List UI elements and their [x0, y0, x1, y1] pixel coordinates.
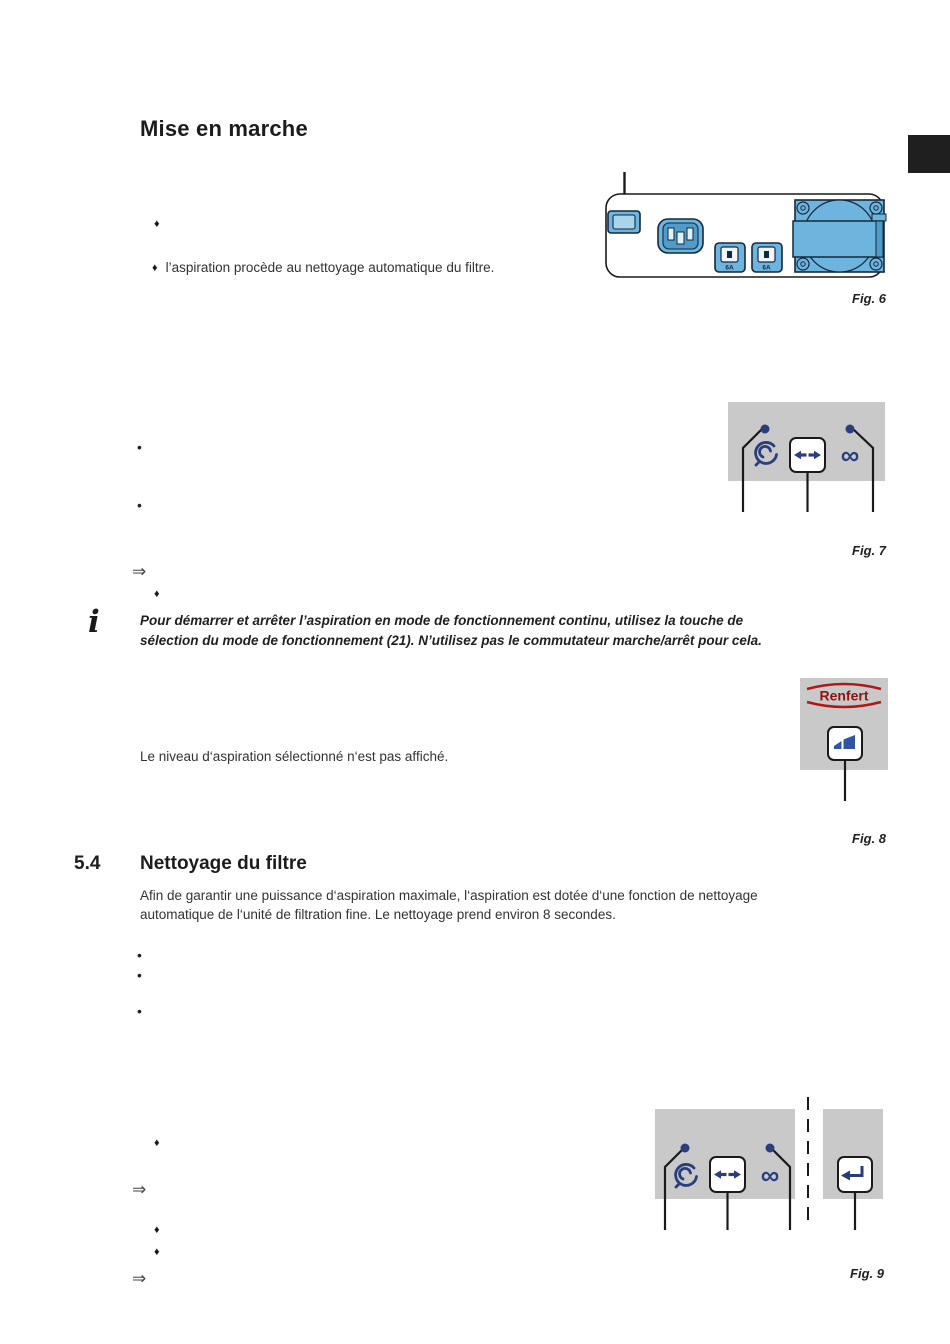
fuse-label: 6A — [762, 264, 771, 272]
list-marker-diamond: ♦ — [154, 1246, 160, 1258]
list-item-text: l’aspiration procède au nettoyage automatique du filtre. — [165, 260, 495, 275]
led-indicator — [761, 425, 770, 434]
info-note-line1: Pour démarrer et arrêter l’aspiration en mode de fonctionnement continu, utilisez la touche de — [140, 613, 744, 628]
fuse-holder-1 — [715, 243, 745, 272]
section-title: Nettoyage du filtre — [140, 853, 307, 874]
continuous-mode-infinity-icon: ∞ — [760, 1160, 780, 1190]
figure-caption: Fig. 8 — [852, 831, 886, 846]
figure-caption: Fig. 9 — [850, 1266, 884, 1281]
filter-cleaning-paragraph — [140, 887, 758, 924]
list-marker-diamond: ♦ — [154, 218, 160, 230]
fig6-rear-panel-illustration — [600, 165, 890, 310]
list-marker-bullet: • — [137, 497, 142, 513]
renfert-logo-text: Renfert — [819, 687, 869, 704]
result-arrow: ⇒ — [132, 1269, 147, 1288]
list-marker-bullet: • — [137, 967, 142, 983]
page-title: Mise en marche — [140, 116, 308, 141]
list-marker-bullet: • — [137, 439, 142, 455]
result-arrow: ⇒ — [132, 562, 147, 581]
power-switch — [608, 211, 640, 233]
fan-motor-unit — [793, 200, 886, 272]
fig9-control-panels-illustration — [645, 1090, 895, 1235]
mode-select-button — [710, 1157, 745, 1192]
list-item — [152, 260, 494, 275]
fig7-control-panel-illustration — [720, 395, 890, 520]
suction-level-button — [828, 727, 862, 760]
led-indicator — [681, 1144, 690, 1153]
fuse-label: 6A — [725, 264, 734, 272]
info-icon: i — [88, 604, 100, 640]
enter-button — [838, 1157, 872, 1192]
result-arrow: ⇒ — [132, 1180, 147, 1199]
list-marker-diamond: ♦ — [154, 588, 160, 600]
paragraph-line2: automatique de l‘unité de filtration fine. Le nettoyage prend environ 8 secondes. — [140, 906, 616, 922]
list-marker-diamond: ♦ — [152, 262, 158, 274]
continuous-mode-infinity-icon: ∞ — [840, 440, 860, 470]
info-note-line2: sélection du mode de fonctionnement (21). N’utilisez pas le commutateur marche/arrêt pour cela. — [140, 633, 762, 648]
list-marker-bullet: • — [137, 947, 142, 963]
led-indicator — [846, 425, 855, 434]
list-marker-diamond: ♦ — [154, 1137, 160, 1149]
led-indicator — [766, 1144, 775, 1153]
figure-caption: Fig. 6 — [852, 291, 886, 306]
section-number: 5.4 — [74, 853, 101, 874]
list-marker-diamond: ♦ — [154, 1224, 160, 1236]
figure-caption: Fig. 7 — [852, 543, 886, 558]
mode-select-button — [790, 438, 825, 472]
fuse-holder-2 — [752, 243, 782, 272]
list-marker-bullet: • — [137, 1003, 142, 1019]
power-socket — [658, 219, 703, 253]
fig8-suction-level-panel-illustration — [795, 675, 895, 805]
chapter-tab-marker — [908, 135, 950, 173]
suction-level-note: Le niveau d‘aspiration sélectionné n‘est pas affiché. — [140, 749, 449, 764]
info-note — [140, 611, 762, 651]
paragraph-line1: Afin de garantir une puissance d‘aspiration maximale, l‘aspiration est dotée d‘une fonction de nettoyage — [140, 888, 758, 903]
